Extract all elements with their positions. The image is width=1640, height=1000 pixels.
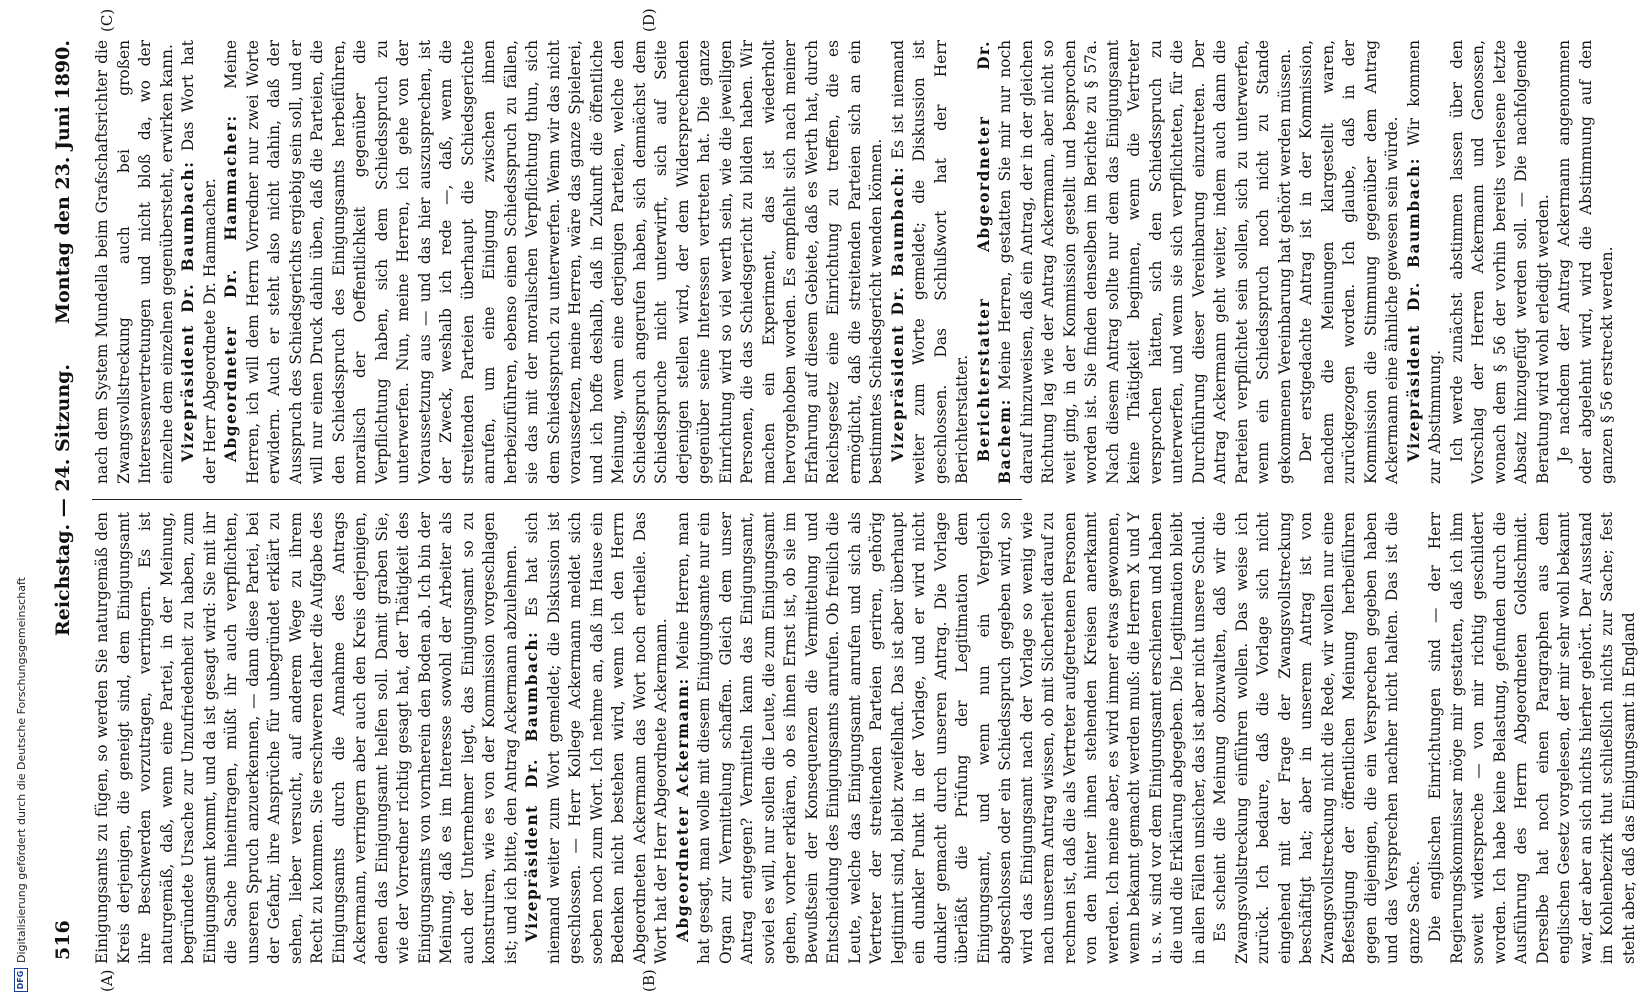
page-number: 516	[52, 920, 74, 960]
speaker-name: Vizepräsident Dr. Baumbach:	[888, 165, 907, 462]
speech-paragraph	[888, 40, 974, 484]
speech-paragraph	[522, 512, 673, 964]
speaker-name: Vizepräsident Dr. Baumbach:	[523, 630, 541, 942]
speech-paragraph	[178, 40, 221, 484]
paragraph: Die englischen Einrichtungen sind — der Herr Regierungskommissar möge mir gestatten, daß ich ihm soweit widerspreche — von mir richtig geschildert worden. Ich habe keine Belastung, gefunden durch die Ausführung des Herrn Abgeordneten Goldschmidt. Derselbe hat noch einen Paragraphen aus dem englischen Gesetz vorgelesen, der mir sehr wohl bekannt war, der aber an sich nichts hierher gehört. Der Ausstand im Kohlenbezirk thut schließlich nichts zur Sache; fest steht aber, daß das Einigungsamt in England	[1426, 512, 1638, 964]
paragraph: Ich werde zunächst abstimmen lassen über den Vorschlag der Herren Ackermann und Genossen, wonach dem § 56 der vorhin bereits verlesene letzte Absatz hinzugefügt werden soll. — Die nachfolgende Beratung wird wohl erledigt werden.	[1447, 40, 1552, 484]
speaker-name: Vizepräsident Dr. Baumbach:	[1404, 157, 1423, 462]
speech-text: Wir kommen zur Abstimmung.	[1404, 40, 1444, 484]
speech-text: Es ist niemand weiter zum Worte gemeldet; die Diskussion ist geschlossen. Das Schlußwort hat der Herr Berichterstatter.	[888, 40, 971, 484]
margin-marker-a: (A)	[98, 969, 116, 992]
margin-marker-c: (C)	[98, 8, 116, 32]
speaker-name: Abgeordneter Dr. Hammacher:	[222, 114, 240, 462]
paragraph: Es scheint die Meinung obzuwalten, daß wir die Zwangsvollstreckung einführen wollen. Das weise ich zurück. Ich bedaure, daß die Vorlage sich nicht eingehend mit der Frage der Zwangsvollstreckung beschäftigt hat; aber in unserem Antrag ist von Zwangsvollstreckung nicht die Rede, wir wollen nur eine Befestigung der öffentlichen Meinung herbeiführen gegen diejenigen, die ein Versprechen gegeben haben und das Versprechen nachher nicht halten. Das ist die ganze Sache.	[1211, 512, 1423, 964]
margin-marker-d: (D)	[640, 8, 658, 32]
speech-text: Das Wort hat der Herr Abgeordnete Dr. Hammacher.	[179, 40, 219, 484]
speaker-name: Abgeordneter Ackermann:	[673, 677, 692, 942]
speech-text: Es hat sich niemand weiter zum Wort gemeldet; die Diskussion ist geschlossen. — Herr Kollege Ackermann meldet sich soeben noch zum Wort. Ich nehme an, daß im Hause ein Bedenken nicht bestehen wird, wenn ich den Herrn Abgeordneten Ackermann das Wort noch ertheile. Das Wort hat der Herr Abgeordnete Ackermann.	[523, 512, 670, 964]
digitization-credit	[14, 577, 28, 992]
margin-marker-b: (B)	[640, 969, 658, 992]
dfg-logo: DFG	[14, 968, 28, 992]
speech-paragraph	[221, 40, 888, 484]
speech-text: Meine Herren, man hat gesagt, man wolle mit diesem Einigungsamte nur ein Organ zur Vermittelung schaffen. Gleich dem unser Antrag entgegen? Vermitteln kann das Einigungsamt, soviel es will, nur sollen die Leute, die zum Einigungsamt gehen, vorher erklären, ob es ihnen Ernst ist, ob sie im Bewußtsein der Konsequenzen die Vermittelung und Entscheidung des Einigungsamts anrufen. Ob freilich die Leute, welche das Einigungsamt anrufen und sich als Vertreter der streitenden Parteien geriren, gehörig legitimirt sind, bleibt zweifelhaft. Das ist aber überhaupt ein dunkler Punkt in der Vorlage, und er wird nicht dunkler gemacht durch unseren Antrag. Die Vorlage überläßt die Prüfung der Legitimation dem Einigungsamt, und wenn nun ein Vergleich abgeschlossen oder ein Schiedsspruch gegeben wird, so wird das Einigungsamt nach der Vorlage so wenig wie nach unserem Antrag wissen, ob mit Sicherheit darauf zu rechnen ist, daß die als Vertreter aufgetretenen Personen von den hinter ihnen stehenden Kreisen anerkannt werden. Ich meine aber, es wird immer etwas gewonnen, wenn bekannt gemacht werden muß: die Herren X und Y u. s. w. sind vor dem Einigungsamt erschienen und haben die und die Erklärung abgegeben. Die Legitimation bleibt in allen Fällen unsicher, das ist aber nicht unsere Schuld.	[673, 512, 1208, 964]
speech-text: Meine Herren, ich will dem Herrn Vorredner nur zwei Worte erwidern. Auch er steht also nicht dahin, daß der Ausspruch des Schiedsgerichts ergiebig sein soll, und er will nur einen Druck dahin üben, daß die Parteien, die den Schiedsspruch des Einigungsamts herbeiführen, moralisch der Oeffentlichkeit gegenüber die Verpflichtung haben, sich dem Schiedsspruch zu unterwerfen. Nun, meine Herren, ich gehe von der Voraussetzung aus — und das hier auszusprechen, ist der Zweck, weshalb ich rede —, daß, wenn die streitenden Parteien überhaupt die Schiedsgerichte anrufen, um eine Einigung zwischen ihnen herbeizuführen, ebenso einen Schiedsspruch zu fällen, sie das mit der moralischen Verpflichtung thun, sich dem Schiedsspruch zu unterwerfen. Wenn wir das nicht voraussetzen, meine Herren, wäre das ganze Spielerei, und ich hoffe deshalb, daß in Zukunft die öffentliche Meinung, wenn eine derjenigen Parteien, welche den Schiedsspruch angerufen haben, sich demnächst dem Schiedsspruche nicht unterwirft, sich auf Seite derjenigen stellen wird, der dem Widersprechenden gegenüber seine Interessen vertreten hat. Die ganze Einrichtung wird so viel werth sein, wie die jeweiligen Personen, die das Schiedsgericht zu bilden haben. Wir machen ein Experiment, das ist wiederholt hervorgehoben worden. Es empfiehlt sich nach meiner Erfahrung auf diesem Gebiete, daß es Werth hat, durch Reichsgesetz eine Einrichtung zu treffen, die es ermöglicht, daß die streitenden Parteien sich an ein bestimmtes Schiedsgericht wenden können.	[222, 40, 885, 484]
running-head	[52, 40, 82, 960]
paragraph: Einigungsamts zu fügen, so werden Sie naturgemäß den Kreis derjenigen, die geneigt sind, dem Einigungsamt ihre Beschwerden vorzutragen, verringern. Es ist naturgemäß, daß, wenn eine Partei, in der Meinung, begründete Ursache zur Unzufriedenheit zu haben, zum Einigungsamt kommt, und da ist gesagt wird: Sie mit ihr die Sache hineintragen, müßt ihr auch verpflichten, unseren Spruch anzuerkennen, — dann diese Partei, bei der Gefahr, ihre Ansprüche für unbegründet erklärt zu sehen, lieber versucht, auf anderem Wege zu ihrem Recht zu kommen. Sie erschweren daher die Aufgabe des Einigungsamts durch die Annahme des Antrags Ackermann, verringern aber auch den Kreis derjenigen, denen das Einigungsamt helfen soll. Damit graben Sie, wie der Vorredner richtig gesagt hat, der Thätigkeit des Einigungsamts von vornherein den Boden ab. Ich bin der Meinung, daß es im Interesse sowohl der Arbeiter als auch der Unternehmer liegt, das Einigungsamt so zu konstruiren, wie es von der Kommission vorgeschlagen ist; und ich bitte, den Antrag Ackermann abzulehnen.	[93, 512, 520, 964]
speech-paragraph	[1404, 40, 1447, 484]
speech-paragraph	[974, 40, 1297, 484]
speaker-name: Vizepräsident Dr. Baumbach:	[179, 160, 197, 462]
column-divider	[92, 499, 1022, 500]
speech-paragraph	[673, 512, 1211, 964]
left-column	[92, 512, 1640, 964]
paragraph: nach dem System Mundella beim Grafschaftsrichter die Zwangsvollstreckung auch bei großen Interessenvertretungen und nicht bloß da, wo der einzelne dem einzelnen gegenübersteht, erwirken kann.	[93, 40, 176, 484]
credit-text: Digitalisierung gefördert durch die Deutsche Forschungsgemeinschaft	[14, 577, 28, 963]
speech-text: Meine Herren, gestatten Sie mir nur noch darauf hinzuweisen, daß ein Antrag, der in der gleichen Richtung lag wie der Antrag Ackermann, aber nicht so weit ging, in der Kommission gestellt und besprochen worden ist. Sie finden denselben im Berichte zu § 57a. Nach diesem Antrag sollte nur dem das Einigungsamt keine Thätigkeit beginnen, wenn die Vertreter versprochen hätten, sich den Schiedsspruch zu unterwerfen, und wenn sie sich verpflichteten, für die Durchführung dieser Vereinbarung einzutreten. Der Antrag Ackermann geht weiter, indem auch dann die Parteien verpflichtet sein sollen, sich zu unterwerfen, wenn ein Schiedsspruch noch nicht zu Stande gekommenen Vereinbarung hat gehört werden müssen.	[996, 40, 1294, 484]
paragraph: Der erstgedachte Antrag ist in der Kommission, nachdem die Meinungen klargestellt waren, zurückgezogen worden. Ich glaube, daß in der Kommission die Stimmung gegenüber dem Antrag Ackermann eine ähnliche gewesen sein würde.	[1297, 40, 1401, 484]
paragraph: Je nachdem der Antrag Ackermann angenommen oder abgelehnt wird, wird die Abstimmung auf den ganzen § 56 erstreckt werden.	[1555, 40, 1616, 484]
session-date: Montag den 23. Juni 1890.	[52, 40, 74, 324]
right-column	[92, 40, 1619, 484]
speaker-name: Berichterstatter Abgeordneter Dr. Bachem:	[974, 40, 1014, 484]
running-title: Reichstag. — 24. Sitzung.	[52, 363, 74, 637]
